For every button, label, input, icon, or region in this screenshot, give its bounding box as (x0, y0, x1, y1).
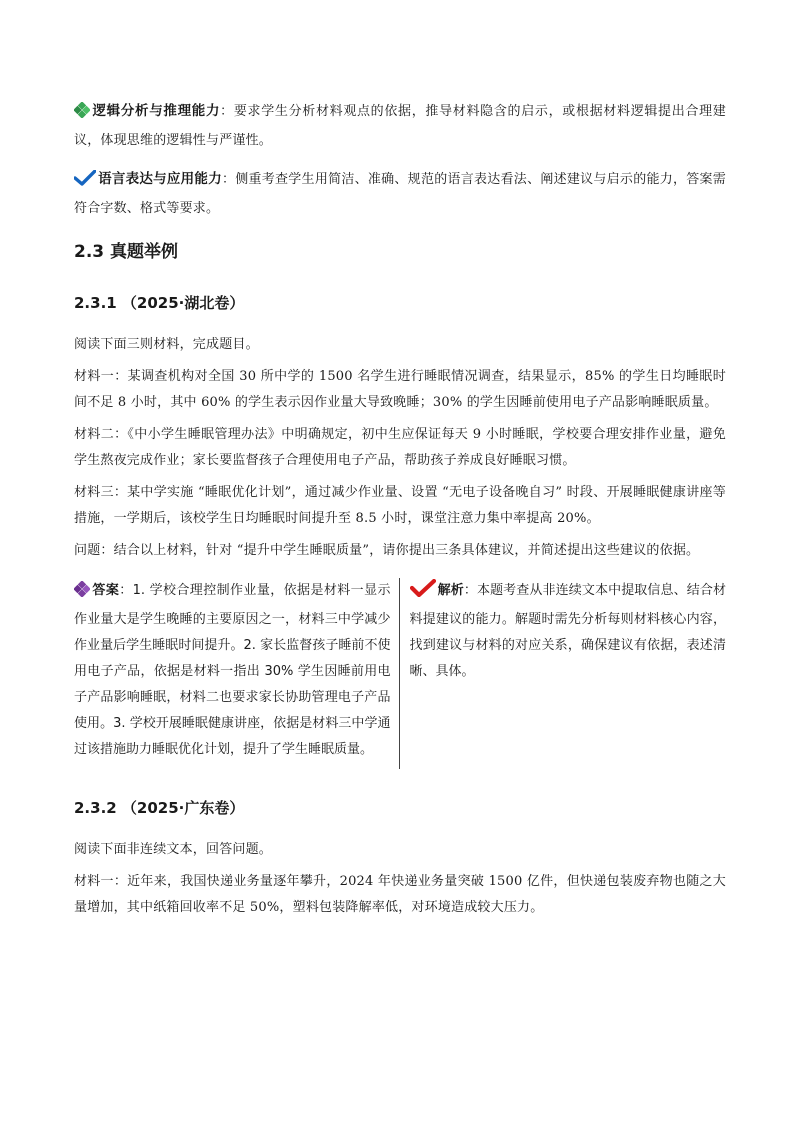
page (74, 98, 726, 927)
answer-column (74, 578, 400, 769)
ability-language (74, 166, 726, 222)
question-prompt: 问题：结合以上材料，针对 “提升中学生睡眠质量”，请你提出三条具体建议，并简述提出这些建议的依据。 (74, 543, 700, 558)
ability-text: ：侧重考查学生用简洁、准确、规范的语言表达看法、阐述建议与启示的能力，答案需符合字数、格式等要求。 (74, 172, 726, 216)
material-paragraph: 材料一：近年来，我国快递业务量逐年攀升，2024 年快递业务量突破 1500 亿件，但快递包装废弃物也随之大量增加，其中纸箱回收率不足 50%，塑料包装降解率低，对环境造成较大压力。 (74, 874, 726, 915)
green-diamond-icon (74, 102, 90, 128)
answer-analysis-box (74, 578, 726, 769)
ability-text: ：要求学生分析材料观点的依据，推导材料隐含的启示，或根据材料逻辑提出合理建议，体现思维的逻辑性与严谨性。 (74, 104, 726, 148)
ability-term: 语言表达与应用能力 (98, 171, 222, 187)
question-intro: 阅读下面三则材料，完成题目。 (74, 337, 259, 352)
question-title: 2.3.2 （2025·广东卷） (74, 799, 245, 817)
answer-text: ：1. 学校合理控制作业量，依据是材料一显示作业量大是学生晚睡的主要原因之一，材料三中学减少作业量后学生睡眠时间提升。2. 家长监督孩子睡前不使用电子产品，依据是材料一指出 30% 学生因睡前用电子产品影响睡眠，材料二也要求家长协助管理电子产品使用。3. 学校开展睡眠健康讲座，依据是材料三中学通过该措施助力睡眠优化计划，提升了学生睡眠质量。 (74, 583, 391, 757)
section-title: 2.3 真题举例 (74, 242, 179, 262)
blue-check-icon (74, 170, 96, 196)
red-check-icon (410, 579, 436, 607)
material-paragraph: 材料二：《中小学生睡眠管理办法》中明确规定，初中生应保证每天 9 小时睡眠，学校要合理安排作业量，避免学生熬夜完成作业；家长要监督孩子合理使用电子产品，帮助孩子养成良好睡眠习惯。 (74, 427, 726, 468)
material-paragraph: 材料三：某中学实施 “睡眠优化计划”，通过减少作业量、设置 “无电子设备晚自习” 时段、开展睡眠健康讲座等措施，一学期后，该校学生日均睡眠时间提升至 8.5 小时，课堂注意力集中率提高 20%。 (74, 485, 726, 526)
purple-diamond-icon (74, 581, 90, 607)
analysis-text: ：本题考查从非连续文本中提取信息、结合材料提建议的能力。解题时需先分析每则材料核心内容，找到建议与材料的对应关系，确保建议有依据，表述清晰、具体。 (409, 583, 726, 679)
question-title: 2.3.1 （2025·湖北卷） (74, 294, 245, 312)
analysis-label: 解析 (437, 583, 464, 598)
material-paragraph: 材料一：某调查机构对全国 30 所中学的 1500 名学生进行睡眠情况调查，结果显示，85% 的学生日均睡眠时间不足 8 小时，其中 60% 的学生表示因作业量大导致晚睡；30% 的学生因睡前使用电子产品影响睡眠质量。 (74, 369, 726, 410)
analysis-column (400, 578, 727, 769)
question-intro: 阅读下面非连续文本，回答问题。 (74, 842, 273, 857)
answer-label: 答案 (92, 583, 120, 598)
ability-term: 逻辑分析与推理能力 (92, 103, 221, 119)
ability-logic (74, 98, 726, 154)
